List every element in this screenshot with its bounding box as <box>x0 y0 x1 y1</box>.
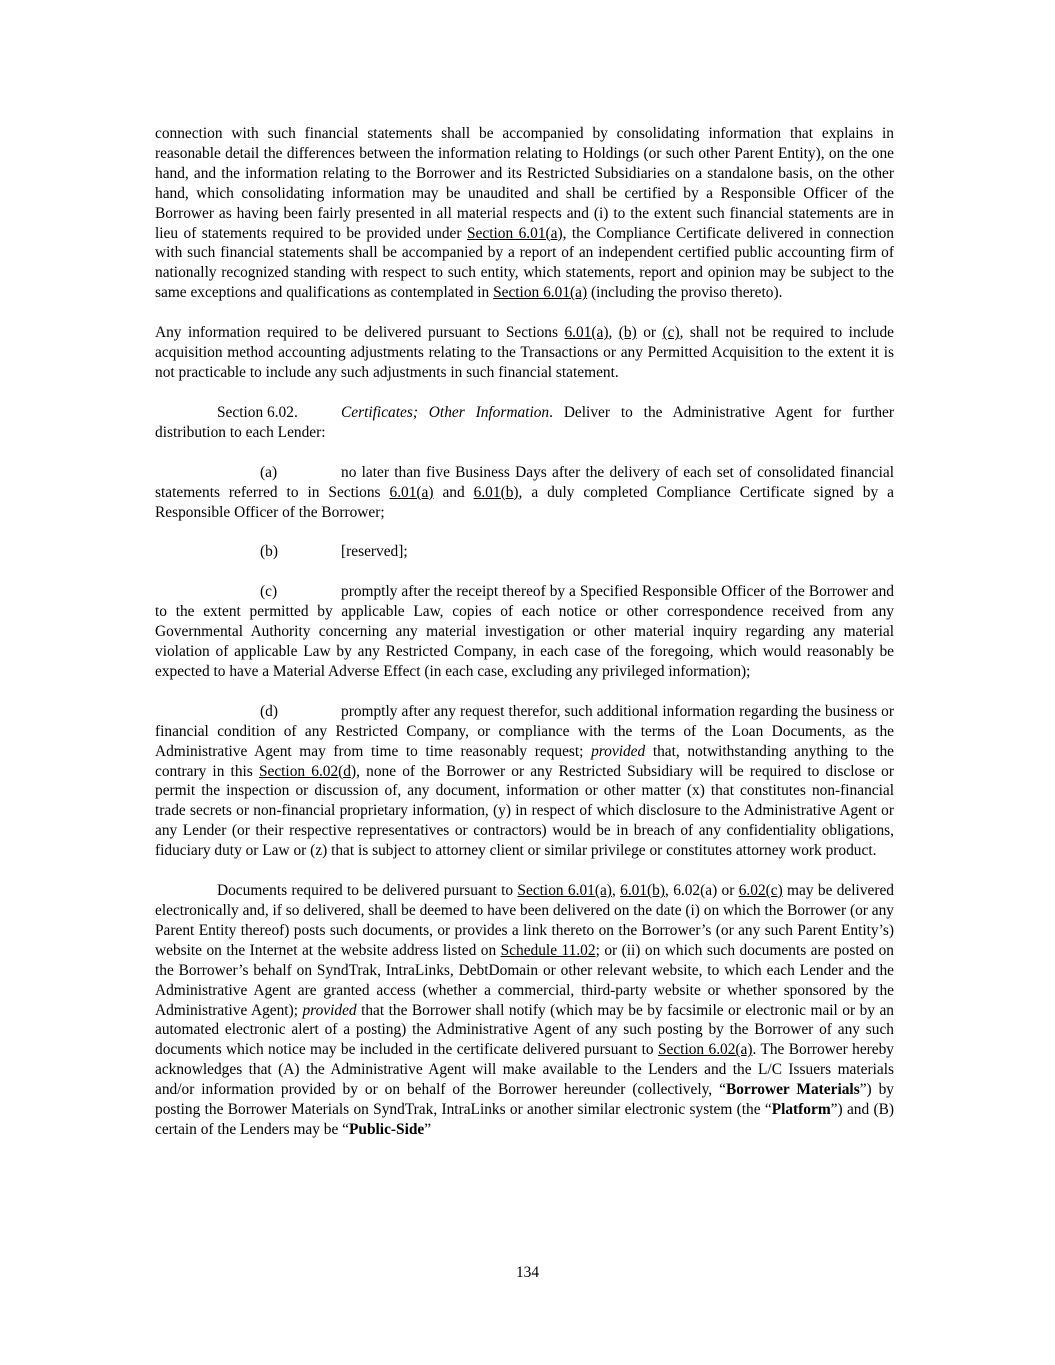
ref-section-6-01a: Section 6.01(a) <box>466 224 563 242</box>
ref-b: (b) <box>618 324 637 342</box>
section-heading-6-02: Section 6.02. Certificates; Other Information. Deliver to the Administrative Agent for further distribution to each Lender: <box>155 403 894 441</box>
section-number: Section 6.02. <box>217 403 298 421</box>
ref-6-01a: 6.01(a) <box>564 324 609 342</box>
clause-label: (a) <box>260 463 278 481</box>
clause-b: (b) [reserved]; <box>260 543 408 561</box>
document-body <box>155 124 894 1160</box>
ref-section-6-01a: Section 6.01(a) <box>517 882 612 900</box>
ref-6-01b: 6.01(b) <box>620 882 666 900</box>
ref-6-02c: 6.02(c) <box>738 882 783 900</box>
ref-6-01a: 6.01(a) <box>389 483 434 501</box>
page-number: 134 <box>515 1264 540 1281</box>
clause-c: (c) promptly after the receipt thereof by a Specified Responsible Officer of the Borrower and to the extent permitted by applicable Law, copies of each notice or other correspondence received from any Governmental Authority concerning any material investigation or other material inquiry regarding any material violation of applicable Law by any Restricted Company, in each case of the foregoing, which would reasonably be expected to have a Material Adverse Effect (in each case, excluding any privileged information); <box>155 583 894 680</box>
paragraph-electronic-delivery: Documents required to be delivered pursuant to Section 6.01(a), 6.01(b), 6.02(a) or 6.02(c) may be delivered electronically and, if so delivered, shall be deemed to have been delivered on the date (i) on which the Borrower (or any Parent Entity thereof) posts such documents, or provides a link thereto on the Borrower’s (or any such Parent Entity’s) website on the Internet at the website address listed on Schedule 11.02; or (ii) on which such documents are posted on the Borrower’s behalf on SyndTrak, IntraLinks, DebtDomain or other relevant website, to which each Lender and the Administrative Agent are granted access (whether a commercial, third-party website or whether sponsored by the Administrative Agent); provided that the Borrower shall notify (which may be by facsimile or electronic mail or by an automated electronic alert of a posting) the Administrative Agent of any such posting by the Borrower of any such documents which notice may be included in the certificate delivered pursuant to Section 6.02(a). The Borrower hereby acknowledges that (A) the Administrative Agent will make available to the Lenders and the L/C Issuers materials and/or information provided by or on behalf of the Borrower hereunder (collectively, “Borrower Materials”) by posting the Borrower Materials on SyndTrak, IntraLinks or another similar electronic system (the “Platform”) and (B) certain of the Lenders may be “Public-Side” <box>155 882 894 1138</box>
ref-schedule-11-02: Schedule 11.02 <box>500 941 596 959</box>
term-borrower-materials: Borrower Materials <box>725 1081 860 1099</box>
term-public-side: Public-Side <box>349 1120 425 1138</box>
ref-section-6-02d: Section 6.02(d) <box>258 762 357 780</box>
paragraph-acquisition-adjustments: Any information required to be delivered pursuant to Sections 6.01(a), (b) or (c), shall not be required to include acquisition method accounting adjustments relating to the Transactions or any Permitted Acquisition to the extent it is not practicable to include any such adjustments in such financial statement. <box>155 324 894 381</box>
clause-a: (a) no later than five Business Days after the delivery of each set of consolidated financial statements referred to in Sections 6.01(a) and 6.01(b), a duly completed Compliance Certificate signed by a Responsible Officer of the Borrower; <box>155 463 894 521</box>
term-platform: Platform <box>771 1101 831 1119</box>
clause-label: (b) <box>260 543 278 561</box>
section-title: Certificates; Other Information <box>341 403 550 421</box>
ref-section-6-02a: Section 6.02(a) <box>657 1041 753 1059</box>
ref-c: (c) <box>662 324 680 342</box>
clause-label: (c) <box>260 583 278 601</box>
ref-6-01b: 6.01(b) <box>473 483 519 501</box>
clause-label: (d) <box>260 702 278 720</box>
paragraph-consolidating-info: connection with such financial statements shall be accompanied by consolidating information that explains in reasonable detail the differences between the information relating to Holdings (or such other Parent Entity), on the one hand, and the information relating to the Borrower and its Restricted Subsidiaries on a standalone basis, on the other hand, which consolidating information may be unaudited and shall be certified by a Responsible Officer of the Borrower as having been fairly presented in all material respects and (i) to the extent such financial statements are in lieu of statements required to be provided under Section 6.01(a), the Compliance Certificate delivered in connection with such financial statements shall be accompanied by a report of an independent certified public accounting firm of nationally recognized standing with respect to such entity, which statements, report and opinion may be subject to the same exceptions and qualifications as contemplated in Section 6.01(a) (including the proviso thereto). <box>155 125 895 302</box>
clause-d: (d) promptly after any request therefor, such additional information regarding the business or financial condition of any Restricted Company, or compliance with the terms of the Loan Documents, as the Administrative Agent may from time to time reasonably request; provided that, notwithstanding anything to the contrary in this Section 6.02(d), none of the Borrower or any Restricted Subsidiary will be required to disclose or permit the inspection or discussion of, any document, information or other matter (x) that constitutes non-financial trade secrets or non-financial proprietary information, (y) in respect of which disclosure to the Administrative Agent or any Lender (or their respective representatives or contractors) would be in breach of any confidentiality obligations, fiduciary duty or Law or (z) that is subject to attorney client or similar privilege or constitutes attorney work product. <box>155 702 894 860</box>
ref-section-6-01a: Section 6.01(a) <box>493 284 588 302</box>
